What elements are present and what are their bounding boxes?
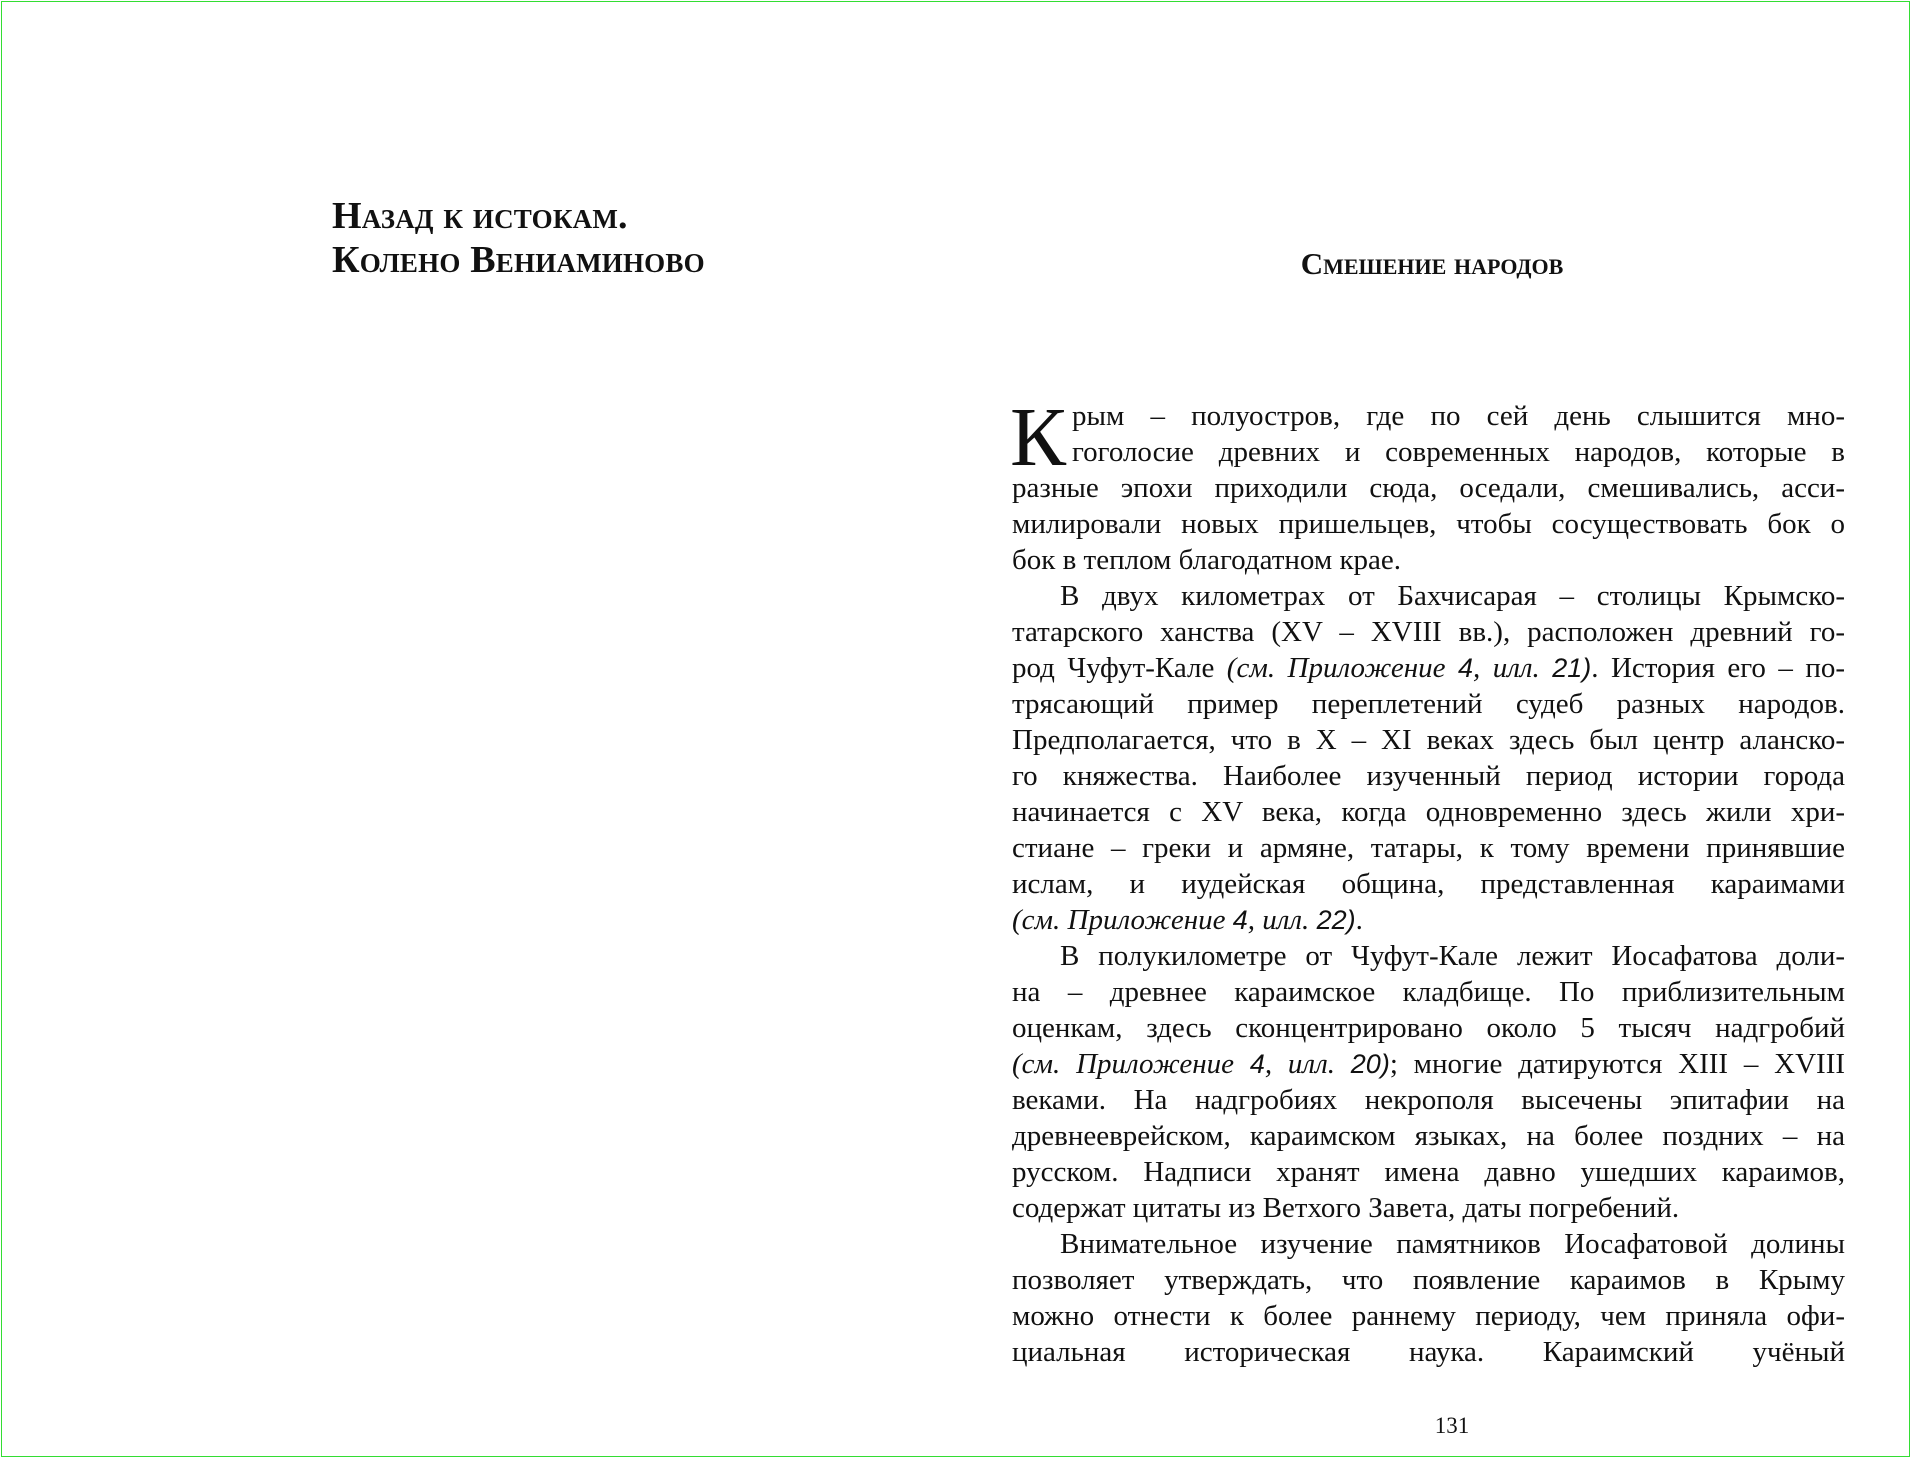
reference-number: 4 [1232, 905, 1248, 935]
text-line: трясающий пример переплетений судеб разных народов. [1012, 688, 1845, 720]
reference-text: , илл. [1472, 652, 1553, 684]
paragraph-3 [1012, 938, 1845, 1226]
text-run: . История его – по- [1591, 652, 1846, 684]
text-line: В двух километрах от Бахчисарая – столицы Крымско- [1060, 580, 1845, 612]
part-title-line-2: Колено Вениаминово [332, 239, 705, 281]
text-line: древнееврейском, караимском языках, на более поздних – на [1012, 1120, 1845, 1152]
chapter-title: Смешение народов [1300, 246, 1564, 281]
text-line: В полукилометре от Чуфут-Кале лежит Иосафатова доли- [1060, 940, 1845, 972]
reference-number: 21) [1552, 653, 1592, 683]
paragraph-4 [1012, 1226, 1845, 1370]
text-line: милировали новых пришельцев, чтобы сосуществовать бок о [1012, 508, 1845, 540]
text-line: го княжества. Наиболее изученный период истории города [1012, 760, 1845, 792]
text-line: начинается с XV века, когда одновременно здесь жили хри- [1012, 796, 1845, 828]
text-line: стиане – греки и армяне, татары, к тому времени принявшие [1012, 832, 1845, 864]
text-line [1012, 1046, 1845, 1082]
text-run: ; многие датируются XIII – XVIII [1389, 1048, 1846, 1080]
text-line: оценкам, здесь сконцентрировано около 5 тысяч надгробий [1012, 1012, 1845, 1044]
text-line: позволяет утверждать, что появление караимов в Крыму [1012, 1264, 1845, 1296]
book-spread [1, 1, 1910, 1457]
reference-text: , илл. [1264, 1048, 1351, 1080]
text-line [1012, 650, 1845, 686]
part-title [332, 194, 852, 282]
appendix-reference [1012, 1048, 1390, 1080]
reference-text: (см. Приложение [1012, 904, 1233, 936]
appendix-reference [1012, 904, 1356, 936]
reference-number: 20) [1350, 1049, 1390, 1079]
paragraph-1 [1010, 391, 1845, 578]
text-run: . [1355, 904, 1363, 936]
reference-text: , илл. [1247, 904, 1317, 936]
reference-number: 22) [1316, 905, 1356, 935]
text-line: веками. На надгробиях некрополя высечены эпитафии на [1012, 1084, 1845, 1116]
text-line: русском. Надписи хранят имена давно ушедших караимов, [1012, 1156, 1845, 1188]
text-line: Предполагается, что в X – XI веках здесь был центр аланско- [1012, 724, 1845, 756]
reference-text: (см. Приложение [1012, 1048, 1250, 1080]
text-run: род Чуфут-Кале [1012, 652, 1227, 684]
text-line: разные эпохи приходили сюда, оседали, смешивались, асси- [1012, 472, 1845, 504]
text-line: бок в теплом благодатном крае. [1012, 544, 1402, 576]
appendix-reference [1227, 652, 1591, 684]
page-number: 131 [1434, 1413, 1470, 1438]
chapter-body [1010, 391, 1846, 1370]
text-line: на – древнее караимское кладбище. По приблизительным [1012, 976, 1845, 1008]
text-line: ислам, и иудейская община, представленная караимами [1012, 868, 1845, 900]
text-line: можно отнести к более раннему периоду, чем приняла офи- [1012, 1300, 1845, 1332]
text-line: циальная историческая наука. Караимский учёный [1012, 1336, 1845, 1368]
paragraph-2 [1012, 578, 1845, 938]
text-line: Внимательное изучение памятников Иосафатовой долины [1060, 1228, 1845, 1260]
text-line: гоголосие древних и современных народов, которые в [1072, 436, 1845, 468]
drop-cap: К [1010, 391, 1067, 484]
text-line: татарского ханства (XV – XVIII вв.), расположен древний го- [1012, 616, 1845, 648]
reference-text: (см. Приложение [1226, 652, 1458, 684]
part-title-line-1: Назад к истокам. [332, 195, 628, 237]
reference-number: 4 [1249, 1049, 1265, 1079]
text-line [1012, 902, 1845, 938]
text-line: рым – полуостров, где по сей день слышится мно- [1072, 400, 1845, 432]
text-line: содержат цитаты из Ветхого Завета, даты погребений. [1012, 1192, 1680, 1224]
reference-number: 4 [1457, 653, 1473, 683]
